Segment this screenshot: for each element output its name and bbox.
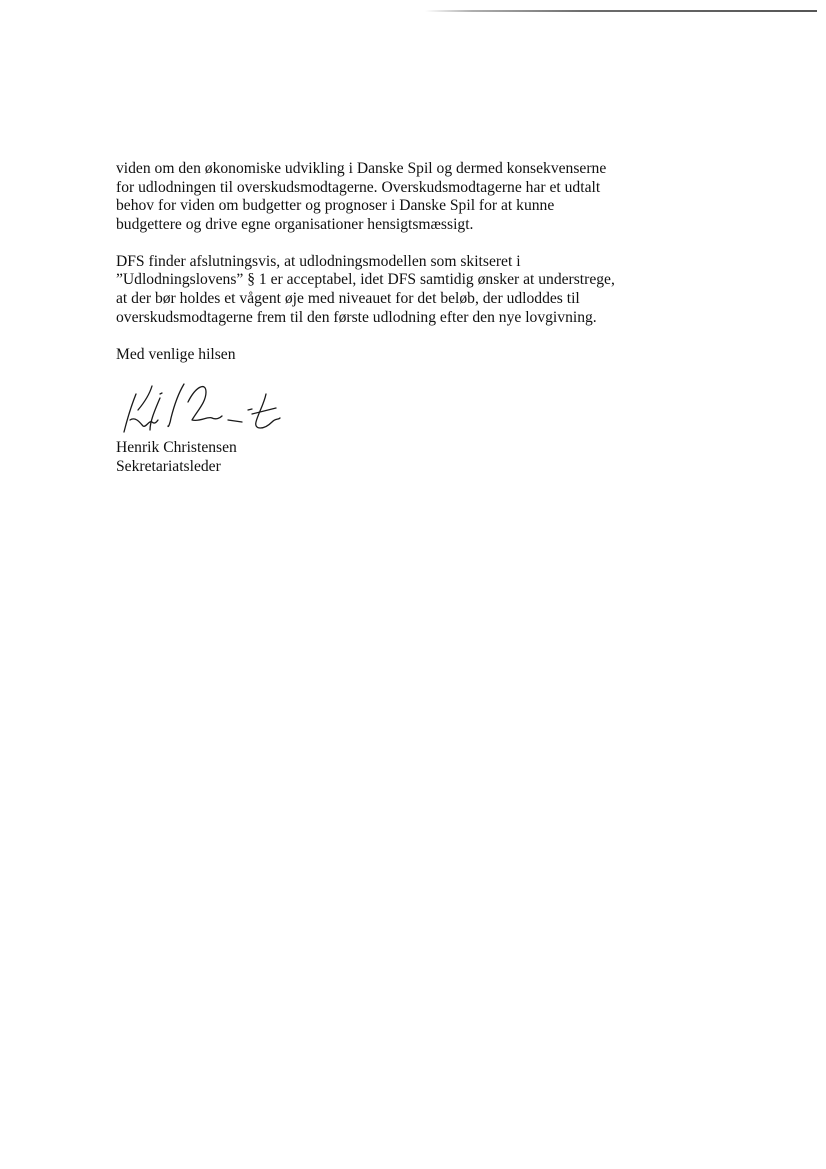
closing-salutation: Med venlige hilsen <box>116 345 236 363</box>
paragraph-budget-knowledge: viden om den økonomiske udvikling i Danske Spil og dermed konsekvenserne for udlodningen til overskudsmodtagerne. Overskudsmodtagerne har et udtalt behov for viden om budgetter og prognoser i Danske Spil for at kunne budgettere og drive egne organisationer hensigtsmæssigt. <box>116 160 607 233</box>
scan-edge-line <box>425 10 817 12</box>
signer-block <box>116 439 237 476</box>
handwritten-signature <box>116 380 286 440</box>
signer-name: Henrik Christensen <box>116 439 237 456</box>
paragraph-conclusion: DFS finder afslutningsvis, at udlodningsmodellen som skitseret i ”Udlodningslovens” § 1 er acceptabel, idet DFS samtidig ønsker at understrege, at der bør holdes et vågent øje med niveauet for det beløb, der udloddes til overskudsmodtagerne frem til den første udlodning efter den nye lovgivning. <box>116 252 615 326</box>
letter-body <box>116 160 676 364</box>
signer-title: Sekretariatsleder <box>116 457 221 475</box>
